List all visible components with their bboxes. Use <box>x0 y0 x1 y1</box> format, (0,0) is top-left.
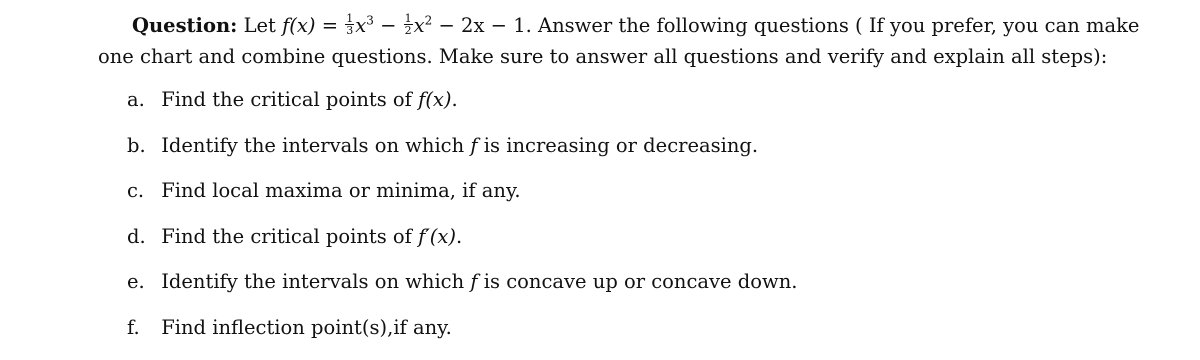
term-x-squared: x <box>413 14 425 37</box>
item-letter: a. <box>127 88 145 111</box>
term-x-cubed: x <box>355 14 367 37</box>
item-letter: d. <box>127 224 146 248</box>
list-item <box>127 268 797 314</box>
function-rest: − 2x − 1. <box>438 14 532 37</box>
item-text: Identify the intervals on which <box>161 133 465 157</box>
question-label: Question: <box>132 14 238 37</box>
item-text: Find the critical points of <box>161 224 412 248</box>
item-text-end: is concave up or concave down. <box>483 270 798 294</box>
question-lead: Let <box>243 14 276 37</box>
minus-sign: − <box>380 14 397 37</box>
list-item <box>127 132 797 178</box>
list-item <box>127 314 797 360</box>
list-item <box>127 177 797 223</box>
fraction-numerator: 1 <box>404 12 412 25</box>
question-line-2: one chart and combine questions. Make sure to answer all questions and verify and explain all steps): <box>98 45 1108 68</box>
question-item-list <box>127 86 797 360</box>
instructions-part-1: Answer the following questions ( If you prefer, you can make <box>538 14 1140 37</box>
item-math: f(x) <box>418 88 452 111</box>
fraction-denominator: 3 <box>346 24 354 37</box>
item-letter: e. <box>127 270 145 294</box>
function-lhs: f(x) <box>282 14 316 37</box>
item-math: f <box>470 133 478 157</box>
fraction-denominator: 2 <box>404 24 412 37</box>
exponent-2: 2 <box>424 13 433 28</box>
equals-sign: = <box>321 14 339 37</box>
item-text-end: . <box>455 224 463 248</box>
item-math: f <box>470 270 478 294</box>
item-letter: b. <box>127 133 146 157</box>
question-line-1 <box>98 10 1178 41</box>
item-letter: c. <box>127 179 145 203</box>
item-math: f′(x) <box>418 224 456 248</box>
item-text: Find inflection point(s),if any. <box>161 315 452 339</box>
question-intro <box>98 10 1178 72</box>
item-text: Find local maxima or minima, if any. <box>161 179 521 203</box>
list-item <box>127 86 797 132</box>
item-letter: f. <box>127 315 140 339</box>
item-text-end: . <box>451 88 458 111</box>
list-item <box>127 223 797 269</box>
fraction-one-third <box>345 13 354 36</box>
item-text-end: is increasing or decreasing. <box>483 133 759 157</box>
fraction-numerator: 1 <box>346 12 354 25</box>
item-text: Identify the intervals on which <box>161 270 465 294</box>
item-text: Find the critical points of <box>161 88 412 111</box>
exponent-3: 3 <box>366 13 374 28</box>
fraction-one-half <box>404 13 413 36</box>
